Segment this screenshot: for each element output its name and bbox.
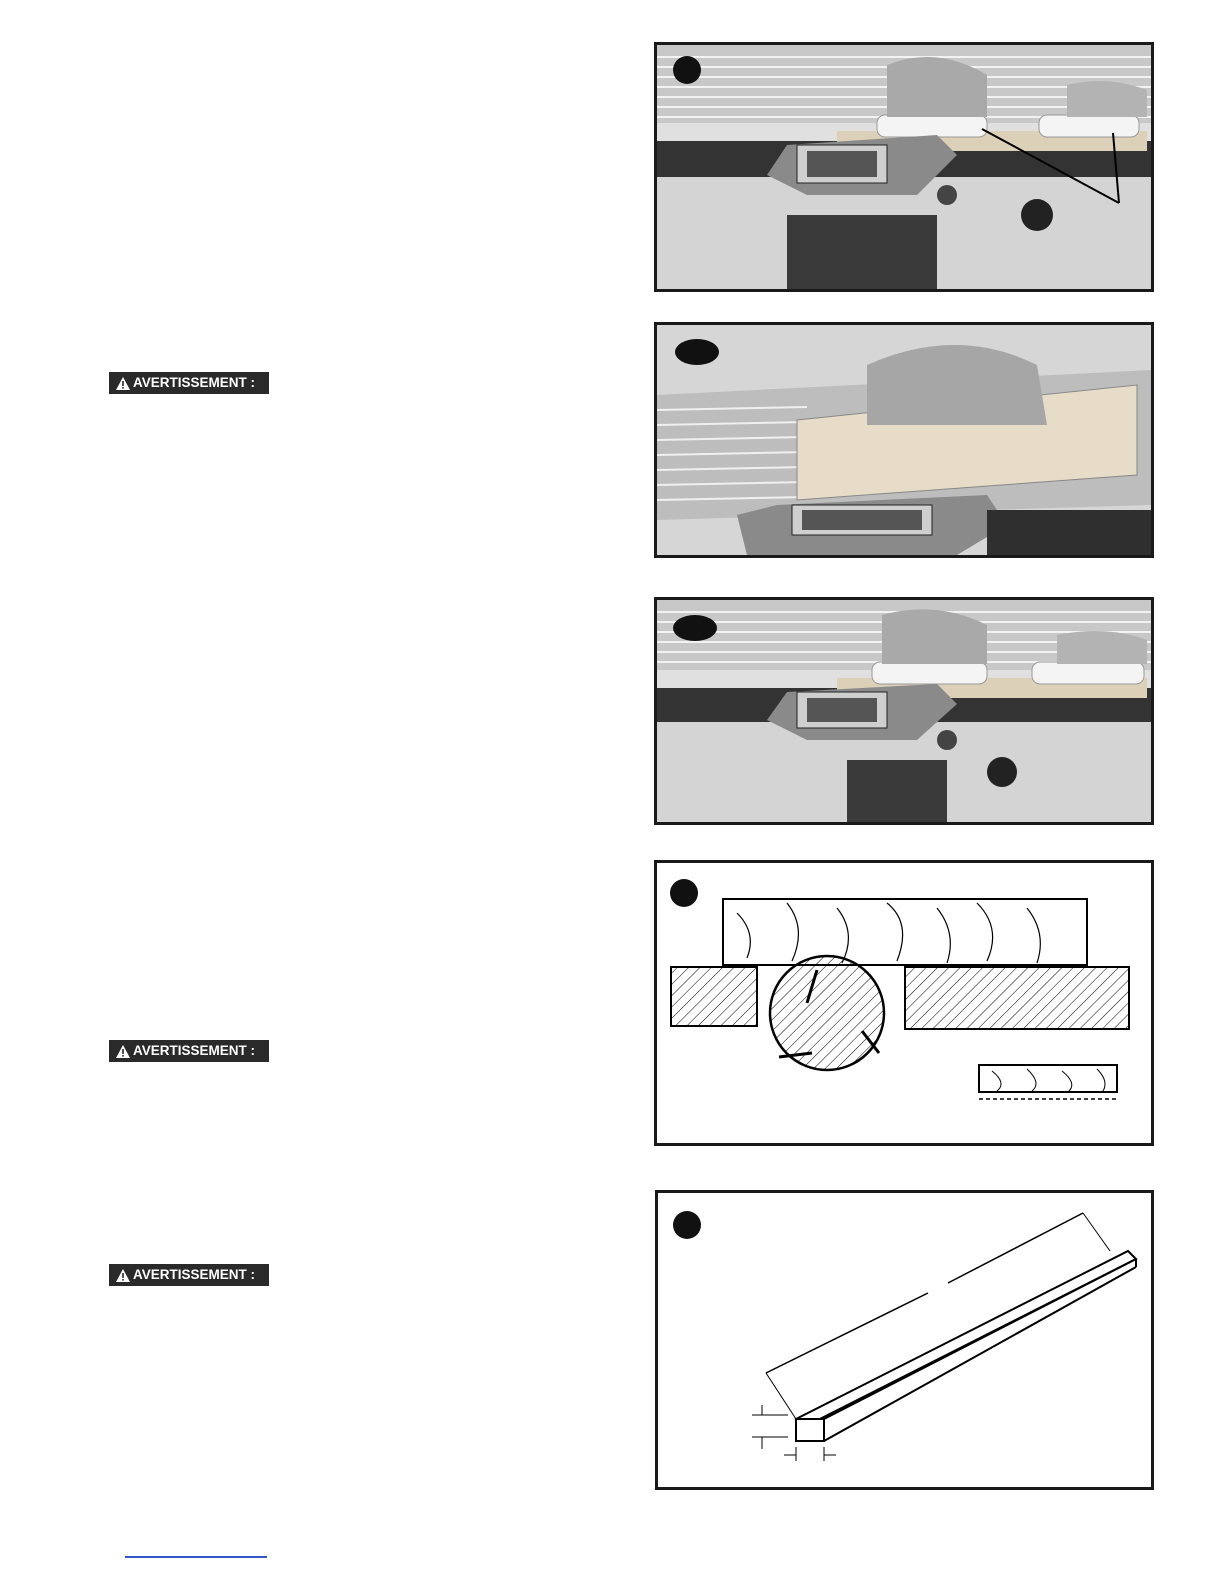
figure-number-marker xyxy=(673,56,701,84)
figure-photo-2 xyxy=(654,322,1154,558)
jointer-photo-image-2 xyxy=(657,600,1151,822)
warning-text: AVERTISSEMENT : xyxy=(133,1267,256,1282)
warning-label-2 xyxy=(109,1040,269,1062)
warning-triangle-icon xyxy=(116,377,130,390)
figure-drawing-cutterhead xyxy=(654,860,1154,1146)
warning-text: AVERTISSEMENT : xyxy=(133,1043,256,1058)
warning-label-3 xyxy=(109,1264,269,1286)
figure-number-marker xyxy=(670,879,698,907)
figure-photo-3 xyxy=(654,597,1154,825)
figure-number-marker xyxy=(673,1211,701,1239)
figure-drawing-workpiece xyxy=(655,1190,1154,1490)
warning-text: AVERTISSEMENT : xyxy=(133,375,256,390)
figure-photo-1 xyxy=(654,42,1154,292)
jointer-photo-image xyxy=(657,45,1151,289)
footer-link-underline[interactable] xyxy=(125,1556,267,1558)
warning-triangle-icon xyxy=(116,1045,130,1058)
edge-jointing-photo-image xyxy=(657,325,1151,555)
cutterhead-diagram xyxy=(657,863,1151,1143)
workpiece-dimension-diagram xyxy=(658,1193,1151,1487)
figure-number-marker xyxy=(675,339,719,365)
warning-triangle-icon xyxy=(116,1269,130,1282)
warning-label-1 xyxy=(109,372,269,394)
figure-number-marker xyxy=(673,615,717,641)
